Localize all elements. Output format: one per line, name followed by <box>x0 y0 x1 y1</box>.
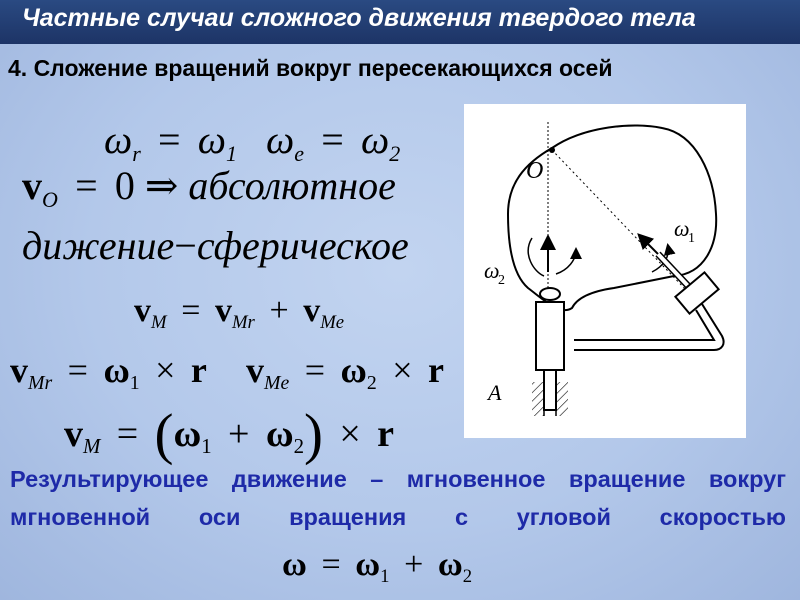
rotation-arc-right <box>556 250 576 274</box>
velocity-symbol: v <box>64 413 83 456</box>
omega-symbol: ω <box>266 117 295 162</box>
implies-arrow: ⇒ <box>144 163 179 209</box>
subscript: 1 <box>201 434 212 459</box>
subscript: 2 <box>366 371 377 394</box>
word-absolute: абсолютное <box>188 163 396 208</box>
right-paren: ) <box>304 403 324 466</box>
subscript: 1 <box>129 371 140 394</box>
velocity-symbol: v <box>22 163 42 208</box>
formula-omega-e <box>266 117 401 166</box>
subscript: 2 <box>462 565 473 587</box>
minus-sign: − <box>174 223 197 268</box>
vertical-housing <box>536 302 564 370</box>
mechanism-drawing <box>464 104 746 438</box>
word-spherical: сферическое <box>196 223 409 268</box>
radius-symbol: r <box>377 413 394 456</box>
plus-sign: + <box>404 546 424 583</box>
word-motion: дижение <box>22 223 175 268</box>
zero: 0 <box>114 163 135 208</box>
subscript: Mr <box>28 371 53 394</box>
formula-velocity-sum <box>134 292 345 333</box>
ball-joint <box>540 288 560 300</box>
omega-symbol: ω <box>197 117 226 162</box>
label-omega2: ω <box>484 258 500 283</box>
subscript: M <box>151 311 167 333</box>
velocity-symbol: v <box>134 292 151 329</box>
plus-sign: + <box>228 413 250 456</box>
equals-sign: = <box>75 163 98 208</box>
omega-symbol: ω <box>265 413 294 456</box>
ground-left <box>532 382 544 416</box>
label-omega1-sub: 1 <box>688 231 695 246</box>
slide-subtitle: 4. Сложение вращений вокруг пересекающихся осей <box>8 55 613 81</box>
subscript: 1 <box>226 140 237 166</box>
subscript: Me <box>264 371 290 394</box>
point-o <box>549 147 555 153</box>
velocity-symbol: v <box>214 292 232 329</box>
subscript: Mr <box>231 311 255 333</box>
label-a: A <box>488 380 502 405</box>
formula-spherical-motion <box>22 223 409 268</box>
frame-link <box>574 304 724 350</box>
ground-right <box>556 382 568 416</box>
formula-transport-velocity <box>246 350 444 394</box>
equals-sign: = <box>304 350 326 390</box>
mechanism-diagram <box>464 104 746 438</box>
plus-sign: + <box>269 292 289 329</box>
formula-relative-velocity <box>10 350 207 394</box>
left-paren: ( <box>154 403 174 466</box>
label-o: O <box>526 158 544 184</box>
result-statement: Результирующее движение – мгновенное вращение вокруг мгновенной оси вращения с угловой скоростью <box>10 466 786 530</box>
omega-symbol: ω <box>437 546 463 583</box>
title-bar <box>0 0 800 44</box>
subscript: Me <box>320 311 345 333</box>
subscript: r <box>132 140 141 166</box>
formula-total-velocity <box>64 403 394 466</box>
label-omega2-sub: 2 <box>498 273 505 288</box>
formula-angular-velocity-sum <box>282 546 473 587</box>
label-omega1: ω <box>674 216 690 241</box>
inclined-axis <box>552 150 688 292</box>
subscript: e <box>294 140 305 166</box>
subscript: 2 <box>293 434 305 459</box>
times-sign: × <box>392 350 413 390</box>
radius-symbol: r <box>427 350 444 390</box>
omega-symbol: ω <box>173 413 202 456</box>
rotation-arc-left <box>528 238 544 276</box>
omega-symbol: ω <box>104 117 133 162</box>
equals-sign: = <box>321 117 344 162</box>
velocity-symbol: v <box>246 350 264 390</box>
velocity-symbol: v <box>10 350 28 390</box>
equals-sign: = <box>158 117 181 162</box>
formula-omega-r <box>104 117 237 166</box>
times-sign: × <box>339 413 361 456</box>
omega1-arrow <box>640 236 660 256</box>
slide-title: Частные случаи сложного движения твердого тела <box>22 4 696 32</box>
times-sign: × <box>155 350 176 390</box>
subscript: 2 <box>389 140 401 166</box>
equals-sign: = <box>116 413 139 456</box>
equals-sign: = <box>321 546 341 583</box>
subscript: 1 <box>380 565 390 587</box>
omega-symbol: ω <box>340 350 367 390</box>
velocity-symbol: v <box>303 292 321 329</box>
formula-velocity-o <box>22 163 396 212</box>
omega-symbol: ω <box>355 546 381 583</box>
omega-symbol: ω <box>282 546 307 583</box>
equals-sign: = <box>181 292 201 329</box>
subscript: M <box>83 434 101 459</box>
subscript: O <box>42 186 58 212</box>
radius-symbol: r <box>190 350 207 390</box>
omega-symbol: ω <box>103 350 130 390</box>
omega-symbol: ω <box>360 117 390 162</box>
equals-sign: = <box>67 350 88 390</box>
